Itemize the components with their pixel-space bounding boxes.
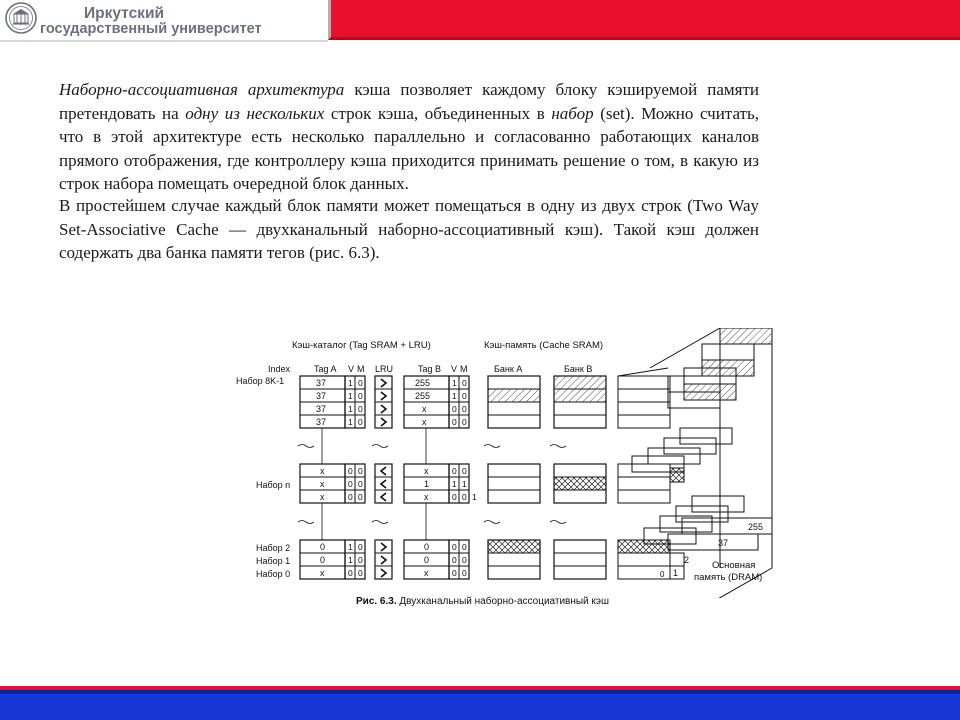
col-v-header-b: V xyxy=(451,364,458,374)
set-label-1: Набор 1 xyxy=(256,556,291,566)
bottom-group xyxy=(300,540,606,579)
term-set-associative: Наборно-ассоциативная архитектура xyxy=(59,80,345,99)
vm-a-top-v2: 1 xyxy=(348,404,353,414)
vm-a-bot-v2: 0 xyxy=(348,568,353,578)
caption-label: Рис. 6.3. xyxy=(356,596,397,607)
tag-b-top-3: x xyxy=(422,417,427,427)
vm-b-top-m0: 0 xyxy=(462,378,467,388)
mem-label-2: 2 xyxy=(684,555,690,565)
col-bank-a-header: Банк A xyxy=(494,364,523,374)
term-set: набор xyxy=(551,103,594,123)
vm-b-mid-v1: 1 xyxy=(452,479,457,489)
vm-b-bot-v2: 0 xyxy=(452,568,457,578)
col-v-header-a: V xyxy=(348,364,355,374)
mem-label-255: 255 xyxy=(748,522,764,532)
header-accent-bar xyxy=(328,0,960,40)
vm-a-mid-m0: 0 xyxy=(358,466,363,476)
university-name-line2: государственный университет xyxy=(40,21,262,37)
tag-a-top-0: 37 xyxy=(316,378,327,388)
paragraph-set-associative xyxy=(59,78,759,196)
set-label-0: Набор 0 xyxy=(256,569,291,579)
vm-b-top-m2: 0 xyxy=(462,404,467,414)
tag-b-top-0: 255 xyxy=(415,378,431,388)
university-logo-icon xyxy=(5,2,37,34)
tag-a-top-2: 37 xyxy=(316,404,327,414)
tag-a-bot-1: 0 xyxy=(320,555,326,565)
vm-b-top-v0: 1 xyxy=(452,378,457,388)
vm-a-top-m1: 0 xyxy=(358,391,363,401)
vm-b-bot-v0: 0 xyxy=(452,542,457,552)
vm-a-bot-m0: 0 xyxy=(358,542,363,552)
col-index-header: Index xyxy=(268,364,291,374)
vm-b-top-v3: 0 xyxy=(452,417,457,427)
vm-a-mid-m1: 0 xyxy=(358,479,363,489)
col-tag-a-header: Tag A xyxy=(314,364,337,374)
vm-a-bot-v1: 1 xyxy=(348,555,353,565)
tag-b-top-2: x xyxy=(422,404,427,414)
vm-a-mid-v2: 0 xyxy=(348,492,353,502)
main-memory-label-1: Основная xyxy=(712,560,756,571)
university-name-line1: Иркутский xyxy=(84,5,164,22)
university-name xyxy=(40,2,330,38)
vm-b-top-m1: 0 xyxy=(462,391,467,401)
vm-a-top-v0: 1 xyxy=(348,378,353,388)
tag-b-mid-1: 1 xyxy=(424,479,430,489)
vm-a-bot-v0: 1 xyxy=(348,542,353,552)
mem-label-37: 37 xyxy=(718,538,729,548)
paragraph1-text-b: строк кэша, объединенных в xyxy=(324,103,552,123)
tag-a-top-3: 37 xyxy=(316,417,327,427)
figure-two-way-cache xyxy=(232,328,784,610)
cache-diagram xyxy=(232,328,784,598)
vm-a-bot-m1: 0 xyxy=(358,555,363,565)
break-marks xyxy=(298,428,566,540)
vm-b-bot-m2: 0 xyxy=(462,568,467,578)
figure-caption xyxy=(356,596,609,607)
tag-a-mid-1: x xyxy=(320,479,325,489)
tag-a-mid-2: x xyxy=(320,492,325,502)
mem-label-0: 0 xyxy=(660,570,665,579)
top-group xyxy=(300,376,606,428)
term-one-of-several: одну из нескольких xyxy=(185,103,325,123)
vm-a-top-m0: 0 xyxy=(358,378,363,388)
tag-a-top-1: 37 xyxy=(316,391,327,401)
col-lru-header: LRU xyxy=(375,364,394,374)
vm-b-bot-m1: 0 xyxy=(462,555,467,565)
cache-memory-title: Кэш-память (Cache SRAM) xyxy=(484,340,604,351)
set-label-n: Набор n xyxy=(256,480,291,490)
vm-b-mid-m1: 1 xyxy=(462,479,467,489)
footer-bar xyxy=(0,690,960,720)
vm-a-mid-v1: 0 xyxy=(348,479,353,489)
col-bank-b-header: Банк B xyxy=(564,364,593,374)
set-label-top: Набор 8K-1 xyxy=(236,376,285,386)
vm-a-mid-m2: 0 xyxy=(358,492,363,502)
tag-a-bot-0: 0 xyxy=(320,542,326,552)
tag-b-bot-1: 0 xyxy=(424,555,430,565)
vm-b-mid-v0: 0 xyxy=(452,466,457,476)
header-bar xyxy=(0,0,328,42)
vm-b-top-v1: 1 xyxy=(452,391,457,401)
main-memory-label-2: память (DRAM) xyxy=(694,572,763,583)
mid-extra-1: 1 xyxy=(472,492,477,502)
vm-a-top-v1: 1 xyxy=(348,391,353,401)
vm-a-top-m3: 0 xyxy=(358,417,363,427)
vm-a-top-m2: 0 xyxy=(358,404,363,414)
vm-a-mid-v0: 0 xyxy=(348,466,353,476)
tag-b-bot-2: x xyxy=(424,568,429,578)
vm-b-bot-m0: 0 xyxy=(462,542,467,552)
col-tag-b-header: Tag B xyxy=(418,364,442,374)
tag-b-top-1: 255 xyxy=(415,391,431,401)
catalog-title: Кэш-каталог (Tag SRAM + LRU) xyxy=(292,340,431,351)
paragraph-two-way: В простейшем случае каждый блок памяти может помещаться в одну из двух строк (Two Way Set-Associative Cache — двухканальный наборно-ассоциативный кэш). Такой кэш должен содержать два банка памяти тегов (рис. 6.3). xyxy=(59,196,759,263)
tag-a-mid-0: x xyxy=(320,466,325,476)
set-label-2: Набор 2 xyxy=(256,543,291,553)
col-m-header-a: M xyxy=(357,364,365,374)
paragraph1-text-c: (set). Можно считать, что в этой архитектуре есть несколько параллельно и согласованно работающих каналов прямого отображения, где контроллеру кэша приходится принимать решение о том, в какую из строк набора помещать очередной блок данных. xyxy=(59,103,759,194)
vm-b-mid-m0: 0 xyxy=(462,466,467,476)
caption-text: Двухканальный наборно-ассоциативный кэш xyxy=(396,596,610,607)
mem-label-1: 1 xyxy=(673,568,679,578)
vm-b-mid-v2: 0 xyxy=(452,492,457,502)
vm-a-bot-m2: 0 xyxy=(358,568,363,578)
tag-b-bot-0: 0 xyxy=(424,542,430,552)
mid-group xyxy=(300,464,606,503)
main-memory-stack xyxy=(618,328,772,598)
tag-b-mid-0: x xyxy=(424,466,429,476)
paragraph1-text-a: кэша позволяет каждому блоку кэшируемой памяти претендовать на xyxy=(59,80,759,123)
vm-b-mid-m2: 0 xyxy=(462,492,467,502)
vm-b-top-m3: 0 xyxy=(462,417,467,427)
vm-a-top-v3: 1 xyxy=(348,417,353,427)
col-m-header-b: M xyxy=(460,364,468,374)
tag-a-bot-2: x xyxy=(320,568,325,578)
tag-b-mid-2: x xyxy=(424,492,429,502)
vm-b-bot-v1: 0 xyxy=(452,555,457,565)
vm-b-top-v2: 0 xyxy=(452,404,457,414)
